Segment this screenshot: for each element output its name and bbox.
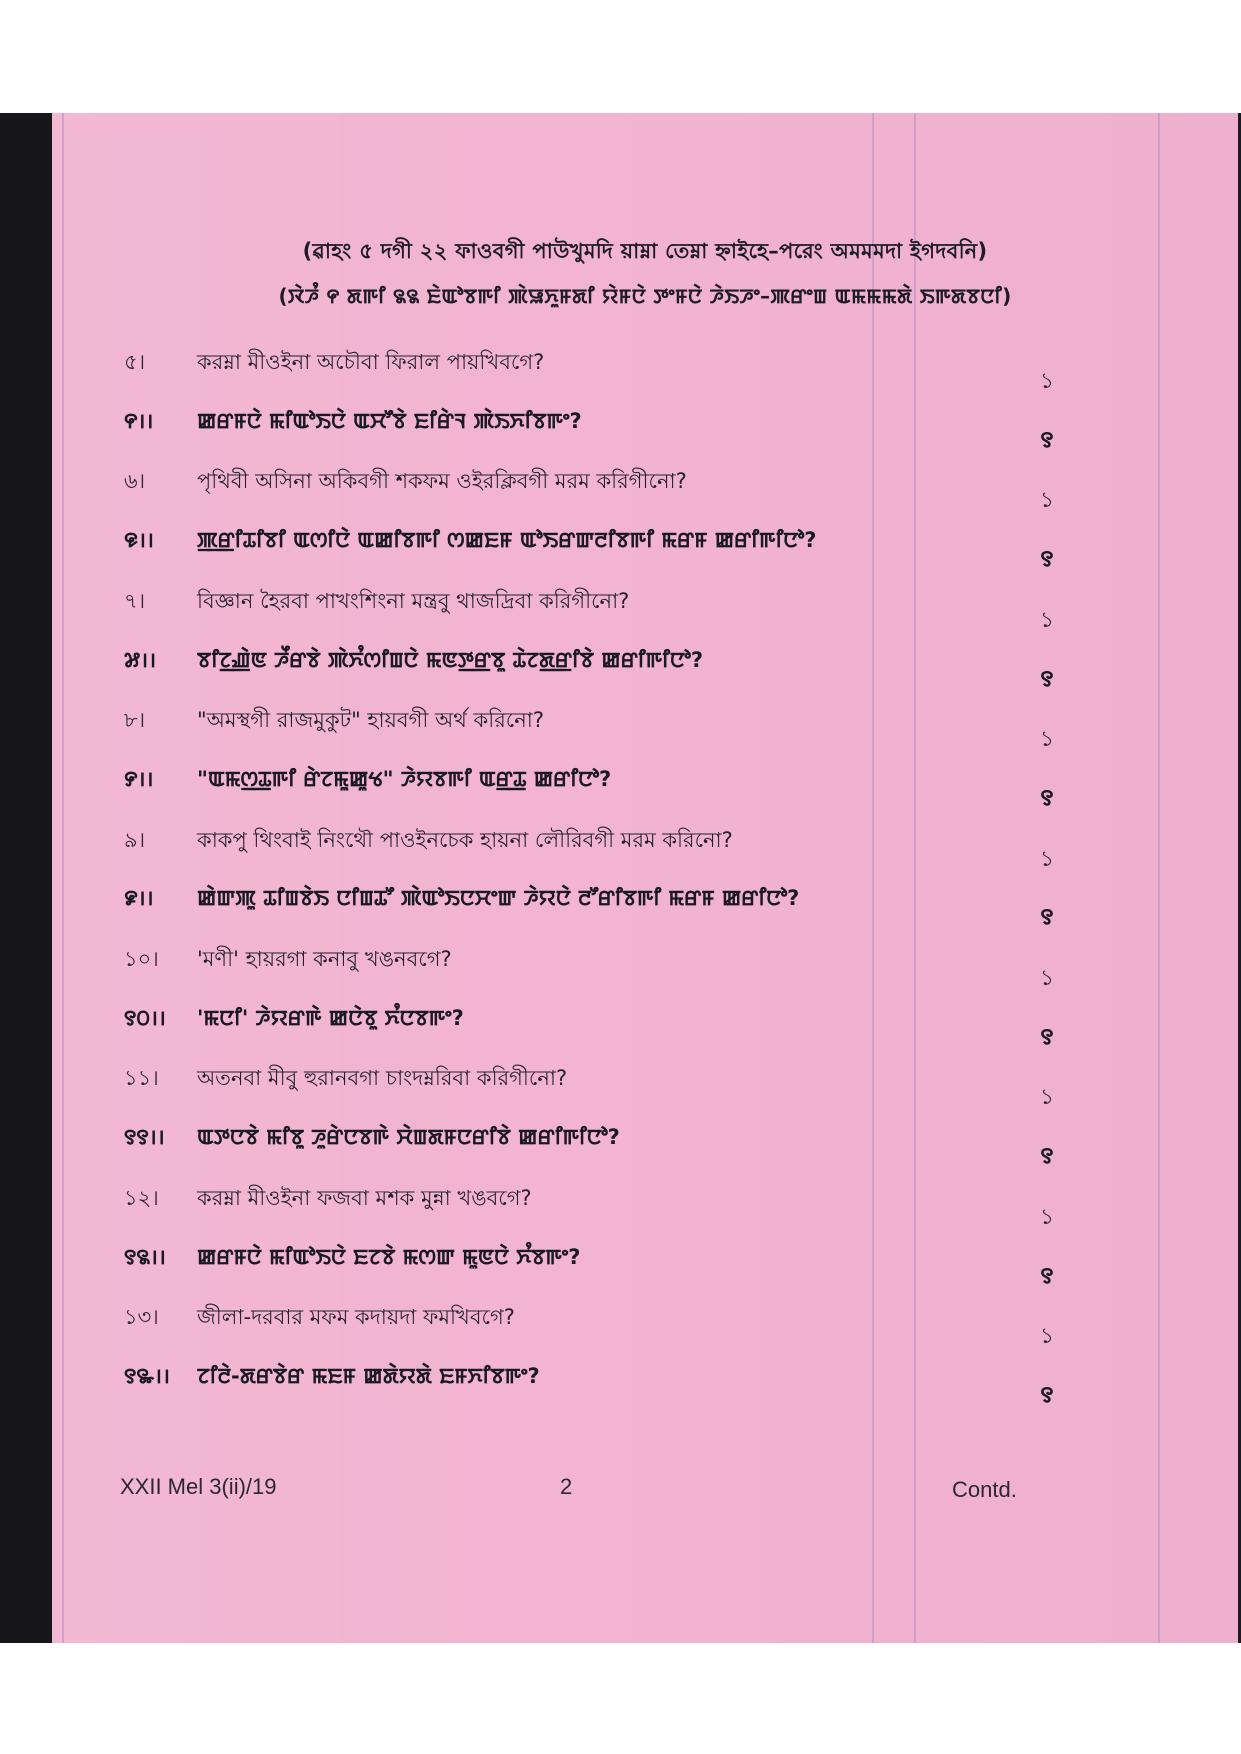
question-row xyxy=(52,585,1238,633)
question-row xyxy=(52,465,1238,513)
question-number: ꯷।। xyxy=(124,648,157,672)
question-text: ꯕꯤꯖ꯭ꯉꯥꯟ ꯍꯩꯔꯕꯥ ꯄꯥꯈꯪꯁꯤꯡꯅꯥ ꯃꯟꯇ꯭ꯔꯕꯨ ꯊꯥꯖꯗ꯭ꯔꯤꯕꯥ ꯀꯔꯤꯒꯤꯅꯣ? xyxy=(197,648,704,672)
question-marks: ꯱ xyxy=(1040,1383,1054,1408)
exam-page xyxy=(52,113,1238,1643)
question-row xyxy=(52,525,1238,572)
question-text: জীলা-দরবার মফম কদায়দা ফমখিবগে? xyxy=(197,1305,515,1329)
question-text: ꯀꯥꯛꯄꯨ ꯊꯤꯡꯕꯥꯏ ꯅꯤꯡꯊꯧ ꯄꯥꯑꯣꯏꯅꯆꯦꯛ ꯍꯥꯌꯅꯥ ꯂꯧꯔꯤꯕꯒꯤ ꯃꯔꯝ ꯀꯔꯤꯅꯣ? xyxy=(197,886,800,910)
scan-left-edge xyxy=(0,113,52,1643)
question-text: ꯄ꯭ꯔꯤꯊꯤꯕꯤ ꯑꯁꯤꯅꯥ ꯑꯀꯤꯕꯒꯤ ꯁꯀꯐꯝ ꯑꯣꯏꯔꯛꯂꯤꯕꯒꯤ ꯃꯔꯝ ꯀꯔꯤꯒꯤꯅꯣ? xyxy=(197,528,817,552)
question-marks: ১ xyxy=(1039,369,1055,394)
page-number: 2 xyxy=(560,1474,573,1499)
continued-label: Contd. xyxy=(952,1477,1017,1502)
question-row xyxy=(52,1122,1238,1169)
question-row xyxy=(52,704,1238,752)
question-text: 'ꯃꯅꯤ' ꯍꯥꯌꯔꯒꯥ ꯀꯅꯥꯕꯨ ꯈꯪꯅꯕꯒꯦ? xyxy=(197,1006,464,1030)
question-text: ꯀꯔꯝꯅꯥ ꯃꯤꯑꯣꯏꯅꯥ ꯑꯆꯧꯕꯥ ꯐꯤꯔꯥꯜ ꯄꯥꯏꯈꯤꯕꯒꯦ? xyxy=(197,409,582,433)
question-number: ৬। xyxy=(124,469,146,493)
paper-rule-line xyxy=(1158,113,1160,1643)
question-number: ꯶।। xyxy=(124,528,154,552)
question-marks: ꯱ xyxy=(1040,1025,1054,1050)
question-text: 'মণী' হায়রগা কনাবু খঙনবগে? xyxy=(197,947,452,971)
paper-rule-line xyxy=(872,113,874,1643)
question-row xyxy=(52,1062,1238,1110)
paper-rule-line xyxy=(62,113,64,1643)
question-row xyxy=(52,883,1238,930)
question-text: পৃথিবী অসিনা অকিবগী শকফম ওইরক্লিবগী মরম করিগীনো? xyxy=(197,469,687,493)
question-row xyxy=(52,346,1238,394)
question-number: ꯱꯰।। xyxy=(124,1006,166,1030)
question-text: "ꯑꯃꯁ꯭ꯊꯒꯤ ꯔꯥꯖꯃꯨꯀꯨꯠ" ꯍꯥꯌꯕꯒꯤ ꯑꯔ꯭ꯊ ꯀꯔꯤꯅꯣ? xyxy=(197,767,612,791)
question-number: ৯। xyxy=(124,828,146,852)
question-row xyxy=(52,824,1238,872)
question-row xyxy=(52,1361,1238,1408)
question-marks: ꯱ xyxy=(1040,547,1054,572)
question-number: ꯱꯲।। xyxy=(124,1245,166,1269)
paper-rule-line xyxy=(914,113,916,1643)
question-number: ꯵।। xyxy=(124,409,154,433)
question-marks: ꯱ xyxy=(1040,667,1054,692)
instruction-bengali: (ৱাহং ৫ দগী ২২ ফাওবগী পাউখুমদি য়াম্না তেম্না হ্নাইহে–পরেং অমমমদা ইগদবনি) xyxy=(302,239,988,263)
question-text: ꯑꯇꯅꯕꯥ ꯃꯤꯕꯨ ꯍꯨꯔꯥꯅꯕꯒꯥ ꯆꯥꯡꯗꯝꯅꯔꯤꯕꯥ ꯀꯔꯤꯒꯤꯅꯣ? xyxy=(197,1125,620,1149)
question-marks: ১ xyxy=(1039,488,1055,513)
question-text: বিজ্ঞান হৈরবা পাখংশিংনা মন্ত্রবু থাজদ্রিবা করিগীনো? xyxy=(197,589,630,613)
question-number: ১৩। xyxy=(124,1305,159,1329)
question-row xyxy=(52,1242,1238,1289)
question-marks: ꯱ xyxy=(1040,905,1054,930)
question-row xyxy=(52,406,1238,453)
question-marks: ১ xyxy=(1039,847,1055,872)
question-number: ৮। xyxy=(124,708,146,732)
question-number: ১২। xyxy=(124,1186,159,1210)
question-row xyxy=(52,1003,1238,1050)
question-marks: ১ xyxy=(1039,727,1055,752)
question-text: কাকপু থিংবাই নিংথৌ পাওইনচেক হায়না লৌরিবগী মরম করিনো? xyxy=(197,828,733,852)
question-number: ꯱꯱।। xyxy=(124,1125,165,1149)
question-number: ꯸।। xyxy=(124,767,154,791)
question-text: করম্না মীওইনা ফজবা মশক মুন্না খঙবগে? xyxy=(197,1186,532,1210)
question-marks: ꯱ xyxy=(1040,1264,1054,1289)
question-text: ꯖꯤꯂꯥ-ꯗꯔꯕꯥꯔ ꯃꯐꯝ ꯀꯗꯥꯌꯗꯥ ꯐꯝꯈꯤꯕꯒꯦ? xyxy=(197,1364,540,1388)
question-number: ꯹।। xyxy=(124,886,154,910)
question-marks: ১ xyxy=(1039,966,1055,991)
question-marks: ꯱ xyxy=(1040,1144,1054,1169)
question-row xyxy=(52,645,1238,692)
question-row xyxy=(52,1301,1238,1349)
instruction-meitei: (ꯋꯥꯍꯪ ꯵ ꯗꯒꯤ ꯲꯲ ꯐꯥꯑꯣꯕꯒꯤ ꯄꯥꯎꯈꯨꯝꯗꯤ ꯌꯥꯝꯅꯥ ꯇꯦꯝꯅꯥ ꯍꯥꯏꯍꯦ–ꯄꯔꯦꯡ ꯑꯃꯃꯃꯗꯥ ꯏꯒꯗꯕꯅꯤ) xyxy=(278,284,1012,308)
question-marks: ꯱ xyxy=(1040,786,1054,811)
question-marks: ১ xyxy=(1039,1085,1055,1110)
question-marks: ১ xyxy=(1039,1205,1055,1230)
question-number: ৭। xyxy=(124,589,146,613)
question-marks: ꯱ xyxy=(1040,428,1054,453)
question-marks: ১ xyxy=(1039,1324,1055,1349)
question-number: ১১। xyxy=(124,1066,159,1090)
question-marks: ১ xyxy=(1039,608,1055,633)
question-text: অতনবা মীবু হুরানবগা চাংদম্নরিবা করিগীনো? xyxy=(197,1066,568,1090)
question-text: করম্না মীওইনা অচৌবা ফিরাল পায়খিবগে? xyxy=(197,350,545,374)
question-row xyxy=(52,943,1238,991)
question-number: ৫। xyxy=(124,350,146,374)
question-row xyxy=(52,764,1238,811)
question-number: ১০। xyxy=(124,947,159,971)
question-text: "অমস্থগী রাজমুকুট" হায়বগী অর্থ করিনো? xyxy=(197,708,544,732)
question-number: ꯱꯳।। xyxy=(124,1364,170,1388)
question-text: ꯀꯔꯝꯅꯥ ꯃꯤꯑꯣꯏꯅꯥ ꯐꯖꯕꯥ ꯃꯁꯛ ꯃꯨꯟꯅꯥ ꯈꯪꯕꯒꯦ? xyxy=(197,1245,581,1269)
paper-code: XXII Mel 3(ii)/19 xyxy=(120,1474,277,1499)
question-row xyxy=(52,1182,1238,1230)
